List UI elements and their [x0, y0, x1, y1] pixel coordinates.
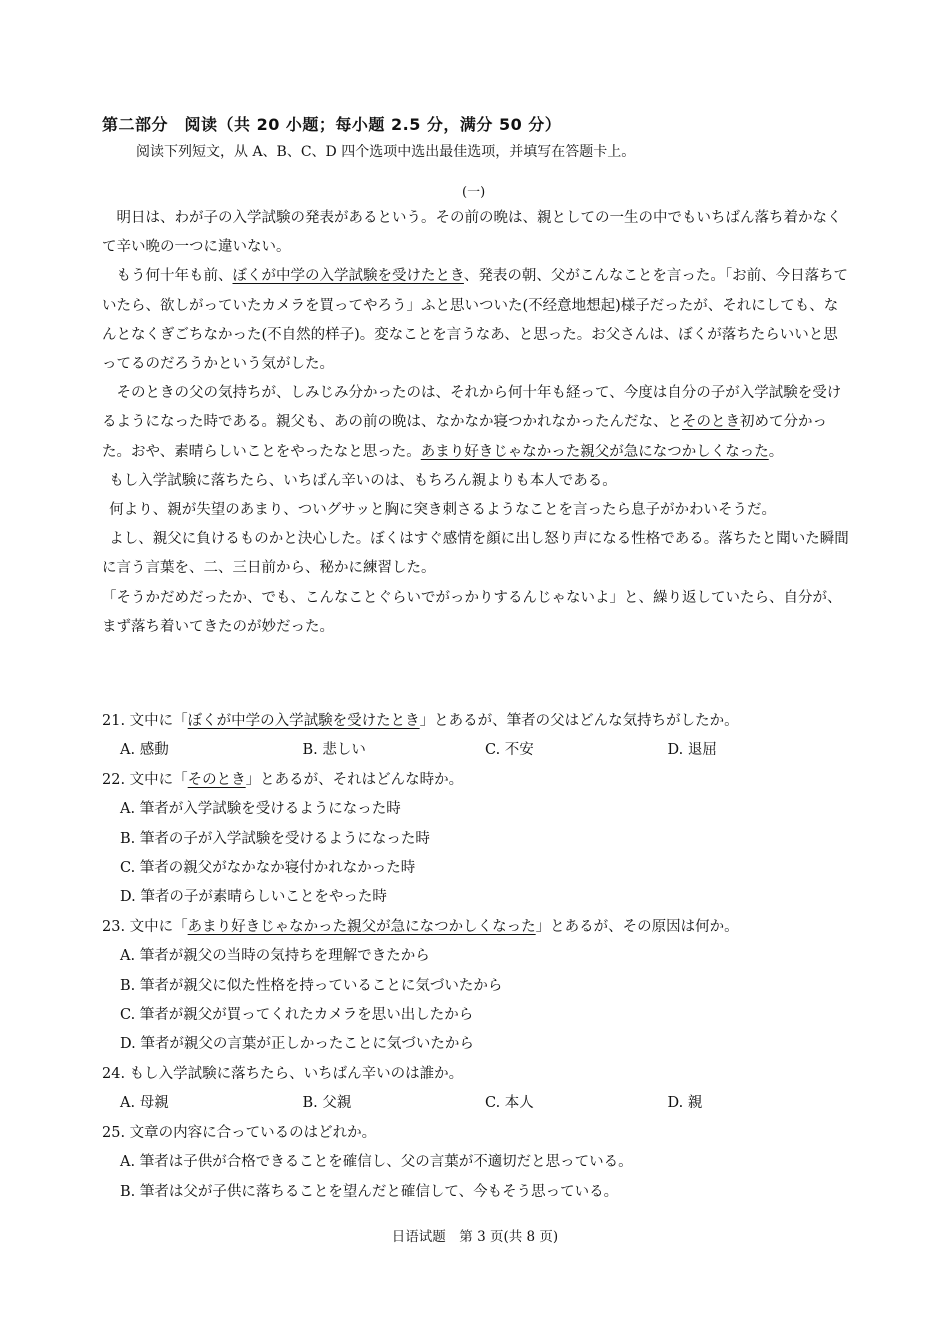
- question-24-options: [102, 1089, 850, 1118]
- question-23: 23. 文中に「あまり好きじゃなかった親父が急になつかしくなった」とあるが、その原因は何か。: [102, 918, 739, 935]
- option-23-b: B. 筆者が親父に似た性格を持っていることに気づいたから: [120, 977, 503, 994]
- option-25-a: A. 筆者は子供が合格できることを確信し、父の言葉が不適切だと思っている。: [120, 1154, 633, 1171]
- question-25: 25. 文章の内容に合っているのはどれか。: [102, 1124, 377, 1141]
- passage-paragraph-7: 「そうかだめだったか、でも、こんなことぐらいでがっかりするんじゃないよ」と、繰り返していたら、自分が、まず落ち着いてきたのが妙だった。: [102, 589, 842, 635]
- option-23-d: D. 筆者が親父の言葉が正しかったことに気づいたから: [120, 1036, 474, 1053]
- option-23-a: A. 筆者が親父の当時の気持ちを理解できたから: [120, 948, 430, 965]
- option-21-d: D. 退屈: [667, 742, 717, 759]
- passage-number: (一): [462, 185, 486, 200]
- underlined-phrase-23: あまり好きじゃなかった親父が急になつかしくなった: [420, 443, 769, 460]
- option-21-b: B. 悲しい: [302, 742, 366, 759]
- option-22-b: B. 筆者の子が入学試験を受けるようになった時: [120, 830, 430, 847]
- underlined-phrase-21: ぼくが中学の入学試験を受けたとき: [232, 268, 464, 285]
- option-22-c: C. 筆者の親父がなかなか寝付かれなかった時: [120, 860, 416, 877]
- page-footer: 日语试题 第 3 页(共 8 页): [391, 1229, 559, 1245]
- instruction-text: 阅读下列短文，从 A、B、C、D 四个选项中选出最佳选项，并填写在答题卡上。: [136, 144, 636, 160]
- underlined-phrase-22: そのとき: [682, 414, 740, 431]
- option-24-c: C. 本人: [485, 1095, 534, 1112]
- section-title: 第二部分 阅读（共 20 小题；每小题 2.5 分，满分 50 分）: [102, 115, 562, 134]
- questions-section: [102, 707, 850, 1207]
- option-21-a: A. 感動: [120, 742, 169, 759]
- question-24: 24. もし入学試験に落ちたら、いちばん辛いのは誰か。: [102, 1065, 464, 1082]
- passage-paragraph-2: もう何十年も前、ぼくが中学の入学試験を受けたとき、発表の朝、父がこんなことを言った。「お前、今日落ちていたら、欲しがっていたカメラを買ってやろう」ふと思いついた(不经意地想起)様子だったが、それにしても、なんとなくぎごちなかった(不自然的样子)。変なことを言うなあ、と思った。お父さんは、ぼくが落ちたらいいと思ってるのだろうかという気がした。: [102, 268, 849, 373]
- passage-paragraph-5: 何より、親が失望のあまり、ついグサッと胸に突き刺さるようなことを言ったら息子がかわいそうだ。: [109, 502, 776, 519]
- option-24-b: B. 父親: [302, 1095, 352, 1112]
- option-24-d: D. 親: [667, 1095, 703, 1112]
- question-21-options: [102, 736, 850, 765]
- option-23-c: C. 筆者が親父が買ってくれたカメラを思い出したから: [120, 1007, 474, 1024]
- question-21: 21. 文中に「ぼくが中学の入学試験を受けたとき」とあるが、筆者の父はどんな気持ちがしたか。: [102, 713, 739, 729]
- option-25-b: B. 筆者は父が子供に落ちることを望んだと確信して、今もそう思っている。: [120, 1183, 619, 1200]
- option-22-a: A. 筆者が入学試験を受けるようになった時: [120, 801, 401, 818]
- question-22: 22. 文中に「そのとき」とあるが、それはどんな時か。: [102, 771, 464, 788]
- passage-paragraph-1: 明日は、わが子の入学試験の発表があるという。その前の晩は、親としての一生の中でもいちばん落ち着かなくて辛い晩の一つに違いない。: [102, 210, 842, 256]
- passage-paragraph-3: そのときの父の気持ちが、しみじみ分かったのは、それから何十年も経って、今度は自分の子が入学試験を受けるようになった時である。親父も、あの前の晩は、なかなか寝つかれなかったんだな、とそのとき初めて分かった。おや、素晴らしいことをやったなと思った。あまり好きじゃなかった親父が急になつかしくなった。: [102, 385, 842, 460]
- passage-paragraph-6: よし、親父に負けるものかと決心した。ぼくはすぐ感情を顔に出し怒り声になる性格である。落ちたと聞いた瞬間に言う言葉を、二、三日前から、秘かに練習した。: [102, 531, 849, 577]
- passage-paragraph-4: もし入学試験に落ちたら、いちばん辛いのは、もちろん親よりも本人である。: [109, 472, 617, 489]
- reading-passage: [102, 204, 850, 642]
- option-24-a: A. 母親: [120, 1095, 169, 1112]
- option-22-d: D. 筆者の子が素晴らしいことをやった時: [120, 889, 387, 906]
- option-21-c: C. 不安: [485, 742, 534, 759]
